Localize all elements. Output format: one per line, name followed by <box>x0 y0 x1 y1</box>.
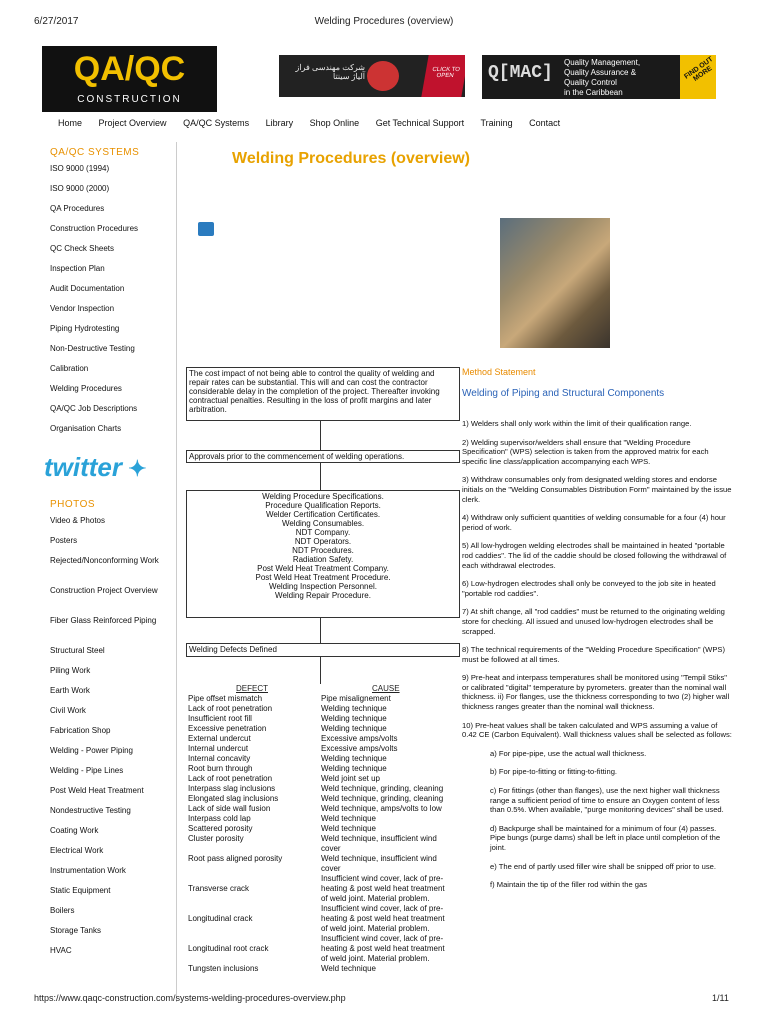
defect-cell: Root burn through <box>188 764 253 773</box>
defect-cell: Transverse crack <box>188 884 250 893</box>
sidebar-link[interactable]: Posters <box>50 536 78 545</box>
defect-cell: Longitudinal crack <box>188 914 253 923</box>
requirement-item: Post Weld Heat Treatment Company. <box>257 564 389 573</box>
sidebar-divider <box>176 142 177 1002</box>
cause-cell: Weld technique, insufficient wind cover <box>321 854 437 873</box>
method-item: 7) At shift change, all "rod caddies" must be returned to the originating welding store for checking. All issued and unused low-hydrogen electrodes shall be scrapped. <box>462 607 725 636</box>
flow-box-requirements <box>186 490 460 618</box>
requirement-item: Welding Inspection Personnel. <box>269 582 377 591</box>
defects-table <box>188 684 458 974</box>
defect-cell: Excessive penetration <box>188 724 267 733</box>
flow-connector <box>320 420 321 450</box>
requirement-item: Radiation Safety. <box>292 555 354 564</box>
sidebar-link[interactable]: Fabrication Shop <box>50 726 111 735</box>
defect-cell: Insufficient root fill <box>188 714 252 723</box>
site-logo[interactable] <box>42 46 217 112</box>
sidebar-link[interactable]: Piling Work <box>50 666 91 675</box>
sidebar-link[interactable]: ISO 9000 (1994) <box>50 164 110 173</box>
ad-banner-right[interactable] <box>482 55 716 99</box>
table-row <box>188 904 458 934</box>
sidebar-link[interactable]: QA Procedures <box>50 204 105 213</box>
ad-right-lines: Quality Management, Quality Assurance & Quality Control in the Caribbean <box>564 58 641 97</box>
sidebar-link[interactable]: Video & Photos <box>50 516 106 525</box>
print-title: Welding Procedures (overview) <box>314 16 454 27</box>
table-row <box>188 874 458 904</box>
sidebar-link[interactable]: Static Equipment <box>50 886 111 895</box>
table-row <box>188 704 458 714</box>
logo-sub-text: CONSTRUCTION <box>77 94 182 105</box>
cause-cell: Welding technique <box>321 714 387 723</box>
nav-project-overview[interactable]: Project Overview <box>98 118 167 128</box>
cause-cell: Weld technique, grinding, cleaning <box>321 794 444 803</box>
sidebar-photos-heading: PHOTOS <box>50 499 96 510</box>
requirement-item: NDT Operators. <box>294 537 352 546</box>
method-sub-item: c) For fittings (other than flanges), use the next higher wall thickness range a sufficient period of time to ensure an Oxygen content of less than 0.5%. When available, "purge monitoring devices" shall be used. <box>490 786 724 815</box>
cause-cell: Weld joint set up <box>321 774 380 783</box>
document-icon <box>198 222 214 236</box>
sidebar-link[interactable]: Welding - Power Piping <box>50 746 134 755</box>
cause-cell: Weld technique, amps/volts to low <box>321 804 442 813</box>
main-nav <box>58 118 574 128</box>
table-row <box>188 774 458 784</box>
defect-cell: External undercut <box>188 734 251 743</box>
sidebar-systems-heading: QA/QC SYSTEMS <box>50 147 140 158</box>
method-statement-list <box>462 419 732 899</box>
sidebar-link[interactable]: Post Weld Heat Treatment <box>50 786 144 795</box>
sidebar-link[interactable]: Welding - Pipe Lines <box>50 766 124 775</box>
print-date: 6/27/2017 <box>34 16 79 27</box>
table-row <box>188 724 458 734</box>
sidebar-link[interactable]: Rejected/Nonconforming Work <box>50 556 159 565</box>
requirement-item: Welding Procedure Specifications. <box>262 492 384 501</box>
nav-technical-support[interactable]: Get Technical Support <box>375 118 465 128</box>
defect-cell: Internal concavity <box>188 754 251 763</box>
table-row <box>188 694 458 704</box>
method-statement-subheading: Welding of Piping and Structural Components <box>462 388 665 399</box>
sidebar-link[interactable]: QC Check Sheets <box>50 244 115 253</box>
sidebar-link[interactable]: QA/QC Job Descriptions <box>50 404 138 413</box>
ad-left-cta[interactable]: CLICK TO OPEN <box>421 55 465 97</box>
sidebar-link[interactable]: Organisation Charts <box>50 424 122 433</box>
flow-connector <box>320 656 321 684</box>
sidebar-link[interactable]: Coating Work <box>50 826 99 835</box>
sidebar-link[interactable]: Piping Hydrotesting <box>50 324 120 333</box>
defect-cell: Longitudinal root crack <box>188 944 269 953</box>
requirement-item: Post Weld Heat Treatment Procedure. <box>255 573 391 582</box>
requirement-item: Procedure Qualification Reports. <box>265 501 381 510</box>
cause-cell: Welding technique <box>321 754 387 763</box>
table-row <box>188 854 458 874</box>
cause-cell: Excessive amps/volts <box>321 744 398 753</box>
sidebar-link[interactable]: Structural Steel <box>50 646 105 655</box>
sidebar-link[interactable]: Welding Procedures <box>50 384 122 393</box>
method-item: 3) Withdraw consumables only from designated welding stores and endorse initials on the "Welding Consumables Distribution Form" maintained by the issue clerk. <box>462 475 732 504</box>
defect-cell: Lack of root penetration <box>188 774 273 783</box>
method-sub-item: e) The end of partly used filler wire shall be snipped off prior to use. <box>490 861 716 871</box>
cause-cell: Welding technique <box>321 724 387 733</box>
sidebar-link[interactable]: Nondestructive Testing <box>50 806 131 815</box>
method-item: 10) Pre-heat values shall be taken calculated and WPS assuming a value of 0.42 CE (Carbon Equivalent). Wall thickness values shall be selected as follows: <box>462 720 732 740</box>
requirement-item: Welding Consumables. <box>281 519 365 528</box>
flow-box-defects: Welding Defects Defined <box>186 643 460 657</box>
defect-cell: Pipe offset mismatch <box>188 694 263 703</box>
cause-cell: Insufficient wind cover, lack of pre-heating & post weld heat treatment of weld joint. Material problem. <box>321 934 445 963</box>
sidebar-link[interactable]: HVAC <box>50 946 72 955</box>
flow-box-cost-impact: The cost impact of not being able to control the quality of welding and repair rates can be substantial. This will and can cost the contractor considerable delay in the completion of the project. Thereafter invoking contractual penalties. Resulting in the loss of profit margins and later arbitration. <box>186 367 460 421</box>
cause-cell: Weld technique <box>321 964 376 973</box>
cause-cell: Weld technique, insufficient wind cover <box>321 834 437 853</box>
method-item: 2) Welding supervisor/welders shall ensure that "Welding Procedure Specification" (WPS) selection is taken from the approved matrix for each specific line class/application accompanying each WPS. <box>462 437 709 466</box>
ad-banner-left[interactable] <box>279 55 465 97</box>
cause-cell: Insufficient wind cover, lack of pre-heating & post weld heat treatment of weld joint. Material problem. <box>321 874 445 903</box>
ad-left-text: شرکت مهندسی فراز آلیاژ سینتا <box>295 63 365 81</box>
cause-cell: Insufficient wind cover, lack of pre-heating & post weld heat treatment of weld joint. Material problem. <box>321 904 445 933</box>
print-url: https://www.qaqc-construction.com/systems-welding-procedures-overview.php <box>34 993 346 1003</box>
sidebar-link[interactable]: Storage Tanks <box>50 926 101 935</box>
defect-cell: Elongated slag inclusions <box>188 794 279 803</box>
cause-cell: Pipe misalignement <box>321 694 391 703</box>
method-item: 5) All low-hydrogen welding electrodes shall be maintained in heated "portable rod caddies". The lid of the caddie should be closed following the withdrawal of each withdrawal electrodes. <box>462 541 727 570</box>
sidebar-link[interactable]: Earth Work <box>50 686 90 695</box>
defect-cell: Interpass slag inclusions <box>188 784 276 793</box>
method-item: 9) Pre-heat and interpass temperatures shall be monitored using "Tempil Stiks" or calibrated "digital" temperature by pyrometers. greater than the nominal wall thickness. ii) For flanges, use the thickness corresponding to two (2) higher wall thickness ranges greater than the nominal wall thickness. <box>462 673 730 712</box>
method-sub-item: b) For pipe-to-fitting or fitting-to-fitting. <box>490 767 618 777</box>
sidebar-link[interactable]: Construction Project Overview <box>50 586 158 595</box>
sidebar-link[interactable]: Vendor Inspection <box>50 304 115 313</box>
nav-home[interactable]: Home <box>58 118 83 128</box>
method-statement-heading: Method Statement <box>462 367 536 377</box>
method-item: 6) Low-hydrogen electrodes shall only be conveyed to the job site in heated "portable rod caddies". <box>462 579 716 598</box>
welding-photo <box>500 218 610 348</box>
cause-cell: Welding technique <box>321 704 387 713</box>
sidebar-link[interactable]: Inspection Plan <box>50 264 105 273</box>
table-row <box>188 794 458 804</box>
cause-cell: Welding technique <box>321 764 387 773</box>
sidebar-link[interactable]: Audit Documentation <box>50 284 125 293</box>
defect-cell: Lack of side wall fusion <box>188 804 271 813</box>
table-row <box>188 784 458 794</box>
sidebar-link[interactable]: Instrumentation Work <box>50 866 126 875</box>
table-row <box>188 814 458 824</box>
page-title: Welding Procedures (overview) <box>232 150 470 167</box>
table-row <box>188 734 458 744</box>
method-item: 8) The technical requirements of the "Welding Procedure Specification" (WPS) must be followed at all times. <box>462 645 726 664</box>
table-row <box>188 834 458 854</box>
method-item: 4) Withdraw only sufficient quantities of welding consumable for a four (4) hour period of work. <box>462 513 726 532</box>
ad-right-cta[interactable]: FIND OUT MORE <box>680 55 716 99</box>
logo-main-text: QA/QC <box>73 50 186 88</box>
ad-right-brand: Q[MAC] <box>488 63 553 83</box>
defect-cell: Scattered porosity <box>188 824 253 833</box>
table-row <box>188 754 458 764</box>
table-row <box>188 824 458 834</box>
table-row <box>188 964 458 974</box>
flow-box-approvals: Approvals prior to the commencement of welding operations. <box>186 450 460 463</box>
cause-header: CAUSE <box>372 684 400 693</box>
sidebar-link[interactable]: Construction Procedures <box>50 224 139 233</box>
method-sub-item: a) For pipe-pipe, use the actual wall thickness. <box>490 748 647 758</box>
cause-cell: Excessive amps/volts <box>321 734 398 743</box>
cause-cell: Weld technique <box>321 824 376 833</box>
cause-cell: Weld technique, grinding, cleaning <box>321 784 444 793</box>
sidebar-link[interactable]: Calibration <box>50 364 89 373</box>
defect-cell: Interpass cold lap <box>188 814 251 823</box>
company-emblem-icon <box>367 61 399 91</box>
nav-contact[interactable]: Contact <box>529 118 561 128</box>
requirement-item: NDT Company. <box>295 528 351 537</box>
twitter-logo-icon[interactable]: twitter ✦ <box>44 452 147 482</box>
method-sub-item: f) Maintain the tip of the filler rod within the gas <box>490 880 648 890</box>
sidebar-photos-list <box>50 516 170 966</box>
sidebar-link[interactable]: Civil Work <box>50 706 86 715</box>
requirement-item: NDT Procedures. <box>292 546 354 555</box>
defect-cell: Lack of root penetration <box>188 704 273 713</box>
defect-cell: Cluster porosity <box>188 834 244 843</box>
requirement-item: Welding Repair Procedure. <box>275 591 371 600</box>
sidebar-link[interactable]: Electrical Work <box>50 846 104 855</box>
requirement-item: Welder Certification Certificates. <box>265 510 381 519</box>
table-row <box>188 714 458 724</box>
flow-connector <box>320 462 321 490</box>
sidebar-systems-list <box>50 164 170 444</box>
defect-cell: Root pass aligned porosity <box>188 854 283 863</box>
flow-connector <box>320 617 321 643</box>
nav-shop-online[interactable]: Shop Online <box>309 118 360 128</box>
table-row <box>188 804 458 814</box>
table-row <box>188 934 458 964</box>
sidebar-link[interactable]: Fiber Glass Reinforced Piping <box>50 616 157 625</box>
sidebar-link[interactable]: Boilers <box>50 906 75 915</box>
defect-header: DEFECT <box>236 684 268 693</box>
method-sub-item: d) Backpurge shall be maintained for a minimum of four (4) passes. Pipe bungs (purge dams) shall be left in place until completion of the joint. <box>490 823 721 852</box>
sidebar-link[interactable]: Non-Destructive Testing <box>50 344 135 353</box>
nav-library[interactable]: Library <box>265 118 294 128</box>
sidebar-link[interactable]: ISO 9000 (2000) <box>50 184 110 193</box>
cause-cell: Weld technique <box>321 814 376 823</box>
print-page-number: 1/11 <box>712 993 729 1003</box>
defect-cell: Internal undercut <box>188 744 249 753</box>
defect-cell: Tungsten inclusions <box>188 964 259 973</box>
nav-qaqc-systems[interactable]: QA/QC Systems <box>183 118 250 128</box>
table-row <box>188 744 458 754</box>
nav-training[interactable]: Training <box>480 118 513 128</box>
method-item: 1) Welders shall only work within the limit of their qualification range. <box>462 419 692 428</box>
table-row <box>188 764 458 774</box>
